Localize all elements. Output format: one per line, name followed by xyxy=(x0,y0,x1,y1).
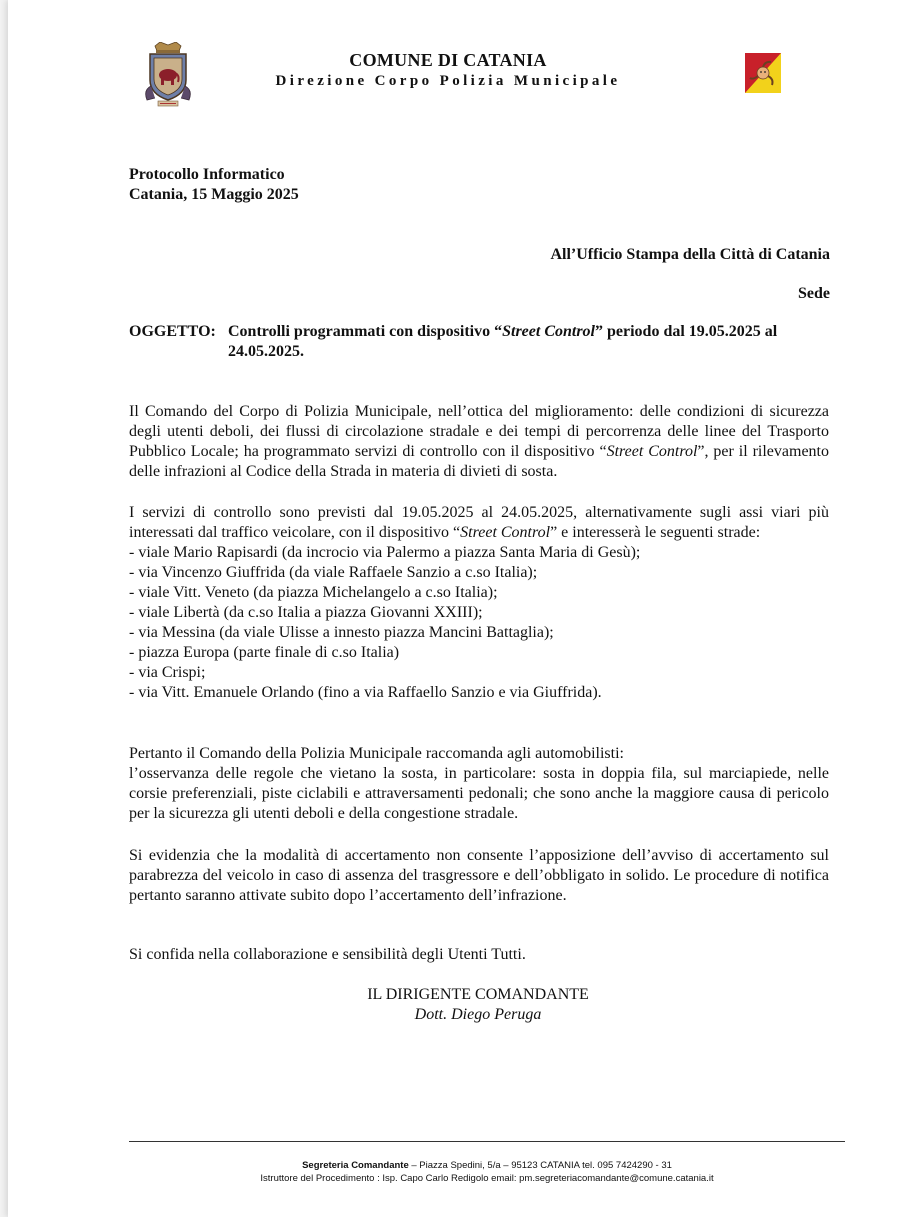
department-subtitle: Direzione Corpo Polizia Municipale xyxy=(275,73,621,89)
footer-line-1: Segreteria Comandante – Piazza Spedini, 5/a – 95123 CATANIA tel. 095 7424290 - 31 xyxy=(302,1160,672,1171)
recipient-seat: Sede xyxy=(798,285,830,302)
list-item: - via Vitt. Emanuele Orlando (fino a via Raffaello Sanzio e via Giuffrida). xyxy=(129,684,602,701)
subject-line-1: Controlli programmati con dispositivo “Street Control” periodo dal 19.05.2025 al xyxy=(228,323,778,340)
subject-label: OGGETTO: xyxy=(129,323,216,340)
subject-line-2: 24.05.2025. xyxy=(228,343,304,360)
street-list xyxy=(129,543,829,703)
signature-name: Dott. Diego Peruga xyxy=(414,1006,542,1023)
institution-title: COMUNE DI CATANIA xyxy=(349,50,547,70)
coat-of-arms-icon xyxy=(143,42,193,108)
paragraph-notice: Si evidenzia che la modalità di accertamento non consente l’apposizione dell’avviso di accertamento sul parabrezza del veicolo in caso di assenza del trasgressore e dell’obbligato in solido. Le procedure di notifica pertanto saranno attivate subito dopo l’accertamento dell’infrazione. xyxy=(129,847,829,904)
list-item: - piazza Europa (parte finale di c.so Italia) xyxy=(129,644,400,661)
signature-role: IL DIRIGENTE COMANDANTE xyxy=(367,986,589,1003)
list-item: - via Vincenzo Giuffrida (da viale Raffaele Sanzio a c.so Italia); xyxy=(129,564,538,581)
footer-line-2: Istruttore del Procedimento : Isp. Capo Carlo Redigolo email: pm.segreteriacomandante@comune.catania.it xyxy=(260,1173,714,1184)
paragraph-recommendation: Pertanto il Comando della Polizia Municipale raccomanda agli automobilisti: l’osservanza delle regole che vietano la sosta, in particolare: sosta in doppia fila, sul marciapiede, nelle corsie preferenziali, piste ciclabili e attraversamenti pedonali; che sono anche la maggiore causa di pericolo per la sicurezza gli utenti deboli e della congestione stradale. xyxy=(129,745,829,822)
paragraph-closing: Si confida nella collaborazione e sensibilità degli Utenti Tutti. xyxy=(129,946,526,963)
list-item: - viale Mario Rapisardi (da incrocio via Palermo a piazza Santa Maria di Gesù); xyxy=(129,544,641,561)
list-item: - via Crispi; xyxy=(129,664,206,681)
paragraph-schedule: I servizi di controllo sono previsti dal 19.05.2025 al 24.05.2025, alternativamente sugli assi viari più interessati dal traffico veicolare, con il dispositivo “Street Control” e interesserà le seguenti strade: - viale Mario Rapisardi (da incrocio via Palermo a piazza Santa Maria di Gesù); - via Vincenzo Giuffrida (da viale Raffaele Sanzio a c.so Italia); - viale Vitt. Veneto (da piazza Michelangelo a c.so Italia); - viale Libertà (da c.so Italia a piazza Giovanni XXIII); - via Messina (da viale Ulisse a innesto piazza Mancini Battaglia); - piazza Europa (parte finale di c.so Italia) - via Crispi; - via Vitt. Emanuele Orlando (fino a via Raffaello Sanzio e via Giuffrida). xyxy=(129,504,829,701)
document-date: Catania, 15 Maggio 2025 xyxy=(129,186,299,203)
protocol-label: Protocollo Informatico xyxy=(129,166,285,183)
document-page xyxy=(8,0,914,1217)
subject-block xyxy=(129,322,829,362)
sicily-flag-icon xyxy=(745,53,781,93)
recipient-office: All’Ufficio Stampa della Città di Catania xyxy=(550,246,830,263)
paragraph-intro: Il Comando del Corpo di Polizia Municipale, nell’ottica del miglioramento: delle condizioni di sicurezza degli utenti deboli, dei flussi di circolazione stradale e dei tempi di percorrenza delle linee del Trasporto Pubblico Locale; ha programmato servizi di controllo con il dispositivo “Street Control”, per il rilevamento delle infrazioni al Codice della Strada in materia di divieti di sosta. xyxy=(129,403,830,480)
list-item: - viale Libertà (da c.so Italia a piazza Giovanni XXIII); xyxy=(129,604,483,621)
list-item: - viale Vitt. Veneto (da piazza Michelangelo a c.so Italia); xyxy=(129,584,498,601)
footer-divider xyxy=(129,1141,845,1142)
protocol-block xyxy=(129,165,299,205)
list-item: - via Messina (da viale Ulisse a innesto piazza Mancini Battaglia); xyxy=(129,624,554,641)
